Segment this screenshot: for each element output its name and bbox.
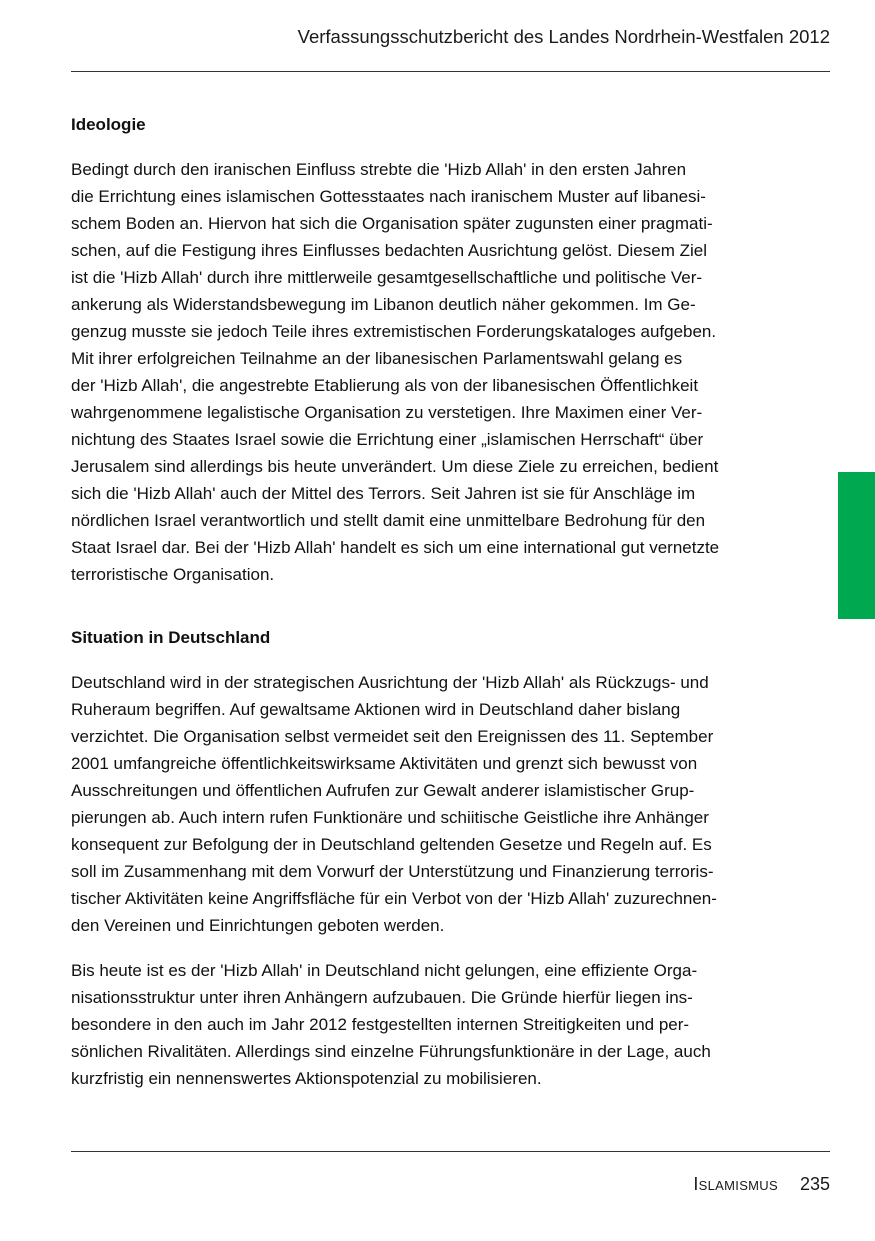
paragraph-situation-2 [71, 957, 786, 1092]
text-line: ist die 'Hizb Allah' durch ihre mittlerweile gesamtgesellschaftliche und politische Ver- [71, 268, 703, 287]
text-line: Jerusalem sind allerdings bis heute unverändert. Um diese Ziele zu erreichen, bedient [71, 457, 719, 476]
text-line: Deutschland wird in der strategischen Ausrichtung der 'Hizb Allah' als Rückzugs- und [71, 673, 709, 692]
text-line: wahrgenommene legalistische Organisation zu verstetigen. Ihre Maximen einer Ver- [71, 403, 703, 422]
text-line: kurzfristig ein nennenswertes Aktionspotenzial zu mobilisieren. [71, 1069, 542, 1088]
text-line: schem Boden an. Hiervon hat sich die Organisation später zugunsten einer pragmati- [71, 214, 713, 233]
text-line: soll im Zusammenhang mit dem Vorwurf der Unterstützung und Finanzierung terroris- [71, 862, 714, 881]
paragraph-situation-1 [71, 669, 786, 939]
footer [693, 1174, 830, 1195]
text-line: den Vereinen und Einrichtungen geboten werden. [71, 916, 445, 935]
text-line: konsequent zur Befolgung der in Deutschland geltenden Gesetze und Regeln auf. Es [71, 835, 712, 854]
text-line: ankerung als Widerstandsbewegung im Libanon deutlich näher gekommen. Im Ge- [71, 295, 696, 314]
text-line: verzichtet. Die Organisation selbst vermeidet seit den Ereignissen des 11. September [71, 727, 714, 746]
text-line: sönlichen Rivalitäten. Allerdings sind einzelne Führungsfunktionäre in der Lage, auch [71, 1042, 711, 1061]
text-line: 2001 umfangreiche öffentlichkeitswirksame Aktivitäten und grenzt sich bewusst von [71, 754, 698, 773]
chapter-tab [838, 472, 875, 619]
text-line: schen, auf die Festigung ihres Einflusses bedachten Ausrichtung gelöst. Diesem Ziel [71, 241, 707, 260]
text-line: terroristische Organisation. [71, 565, 275, 584]
footer-divider [71, 1151, 830, 1152]
text-line: tischer Aktivitäten keine Angriffsfläche für ein Verbot von der 'Hizb Allah' zuzurechnen- [71, 889, 717, 908]
header-divider [71, 71, 830, 72]
text-line: die Errichtung eines islamischen Gottesstaates nach iranischem Muster auf libanesi- [71, 187, 706, 206]
footer-section-label: Islamismus [693, 1174, 778, 1194]
text-line: besondere in den auch im Jahr 2012 festgestellten internen Streitigkeiten und per- [71, 1015, 690, 1034]
text-line: Bis heute ist es der 'Hizb Allah' in Deutschland nicht gelungen, eine effiziente Orga- [71, 961, 698, 980]
text-line: nisationsstruktur unter ihren Anhängern aufzubauen. Die Gründe hierfür liegen ins- [71, 988, 693, 1007]
text-line: genzug musste sie jedoch Teile ihres extremistischen Forderungskataloges aufgeben. [71, 322, 717, 341]
text-line: Ruheraum begriffen. Auf gewaltsame Aktionen wird in Deutschland daher bislang [71, 700, 681, 719]
paragraph-ideologie [71, 156, 786, 588]
text-line: Mit ihrer erfolgreichen Teilnahme an der libanesischen Parlamentswahl gelang es [71, 349, 683, 368]
section-heading-ideologie: Ideologie [71, 115, 146, 134]
text-line: Ausschreitungen und öffentlichen Aufrufen zur Gewalt anderer islamistischer Grup- [71, 781, 695, 800]
text-line: sich die 'Hizb Allah' auch der Mittel des Terrors. Seit Jahren ist sie für Anschläge im [71, 484, 696, 503]
text-line: der 'Hizb Allah', die angestrebte Etablierung als von der libanesischen Öffentlichkeit [71, 376, 699, 395]
text-line: pierungen ab. Auch intern rufen Funktionäre und schiitische Geistliche ihre Anhänger [71, 808, 709, 827]
text-line: nichtung des Staates Israel sowie die Errichtung einer „islamischen Herrschaft“ über [71, 430, 704, 449]
page-number: 235 [799, 1174, 830, 1194]
text-line: Bedingt durch den iranischen Einfluss strebte die 'Hizb Allah' in den ersten Jahren [71, 160, 687, 179]
text-line: Staat Israel dar. Bei der 'Hizb Allah' handelt es sich um eine international gut vernetzte [71, 538, 720, 557]
section-heading-situation: Situation in Deutschland [71, 628, 271, 647]
text-line: nördlichen Israel verantwortlich und stellt damit eine unmittelbare Bedrohung für den [71, 511, 706, 530]
header-title: Verfassungsschutzbericht des Landes Nordrhein-Westfalen 2012 [297, 26, 830, 47]
